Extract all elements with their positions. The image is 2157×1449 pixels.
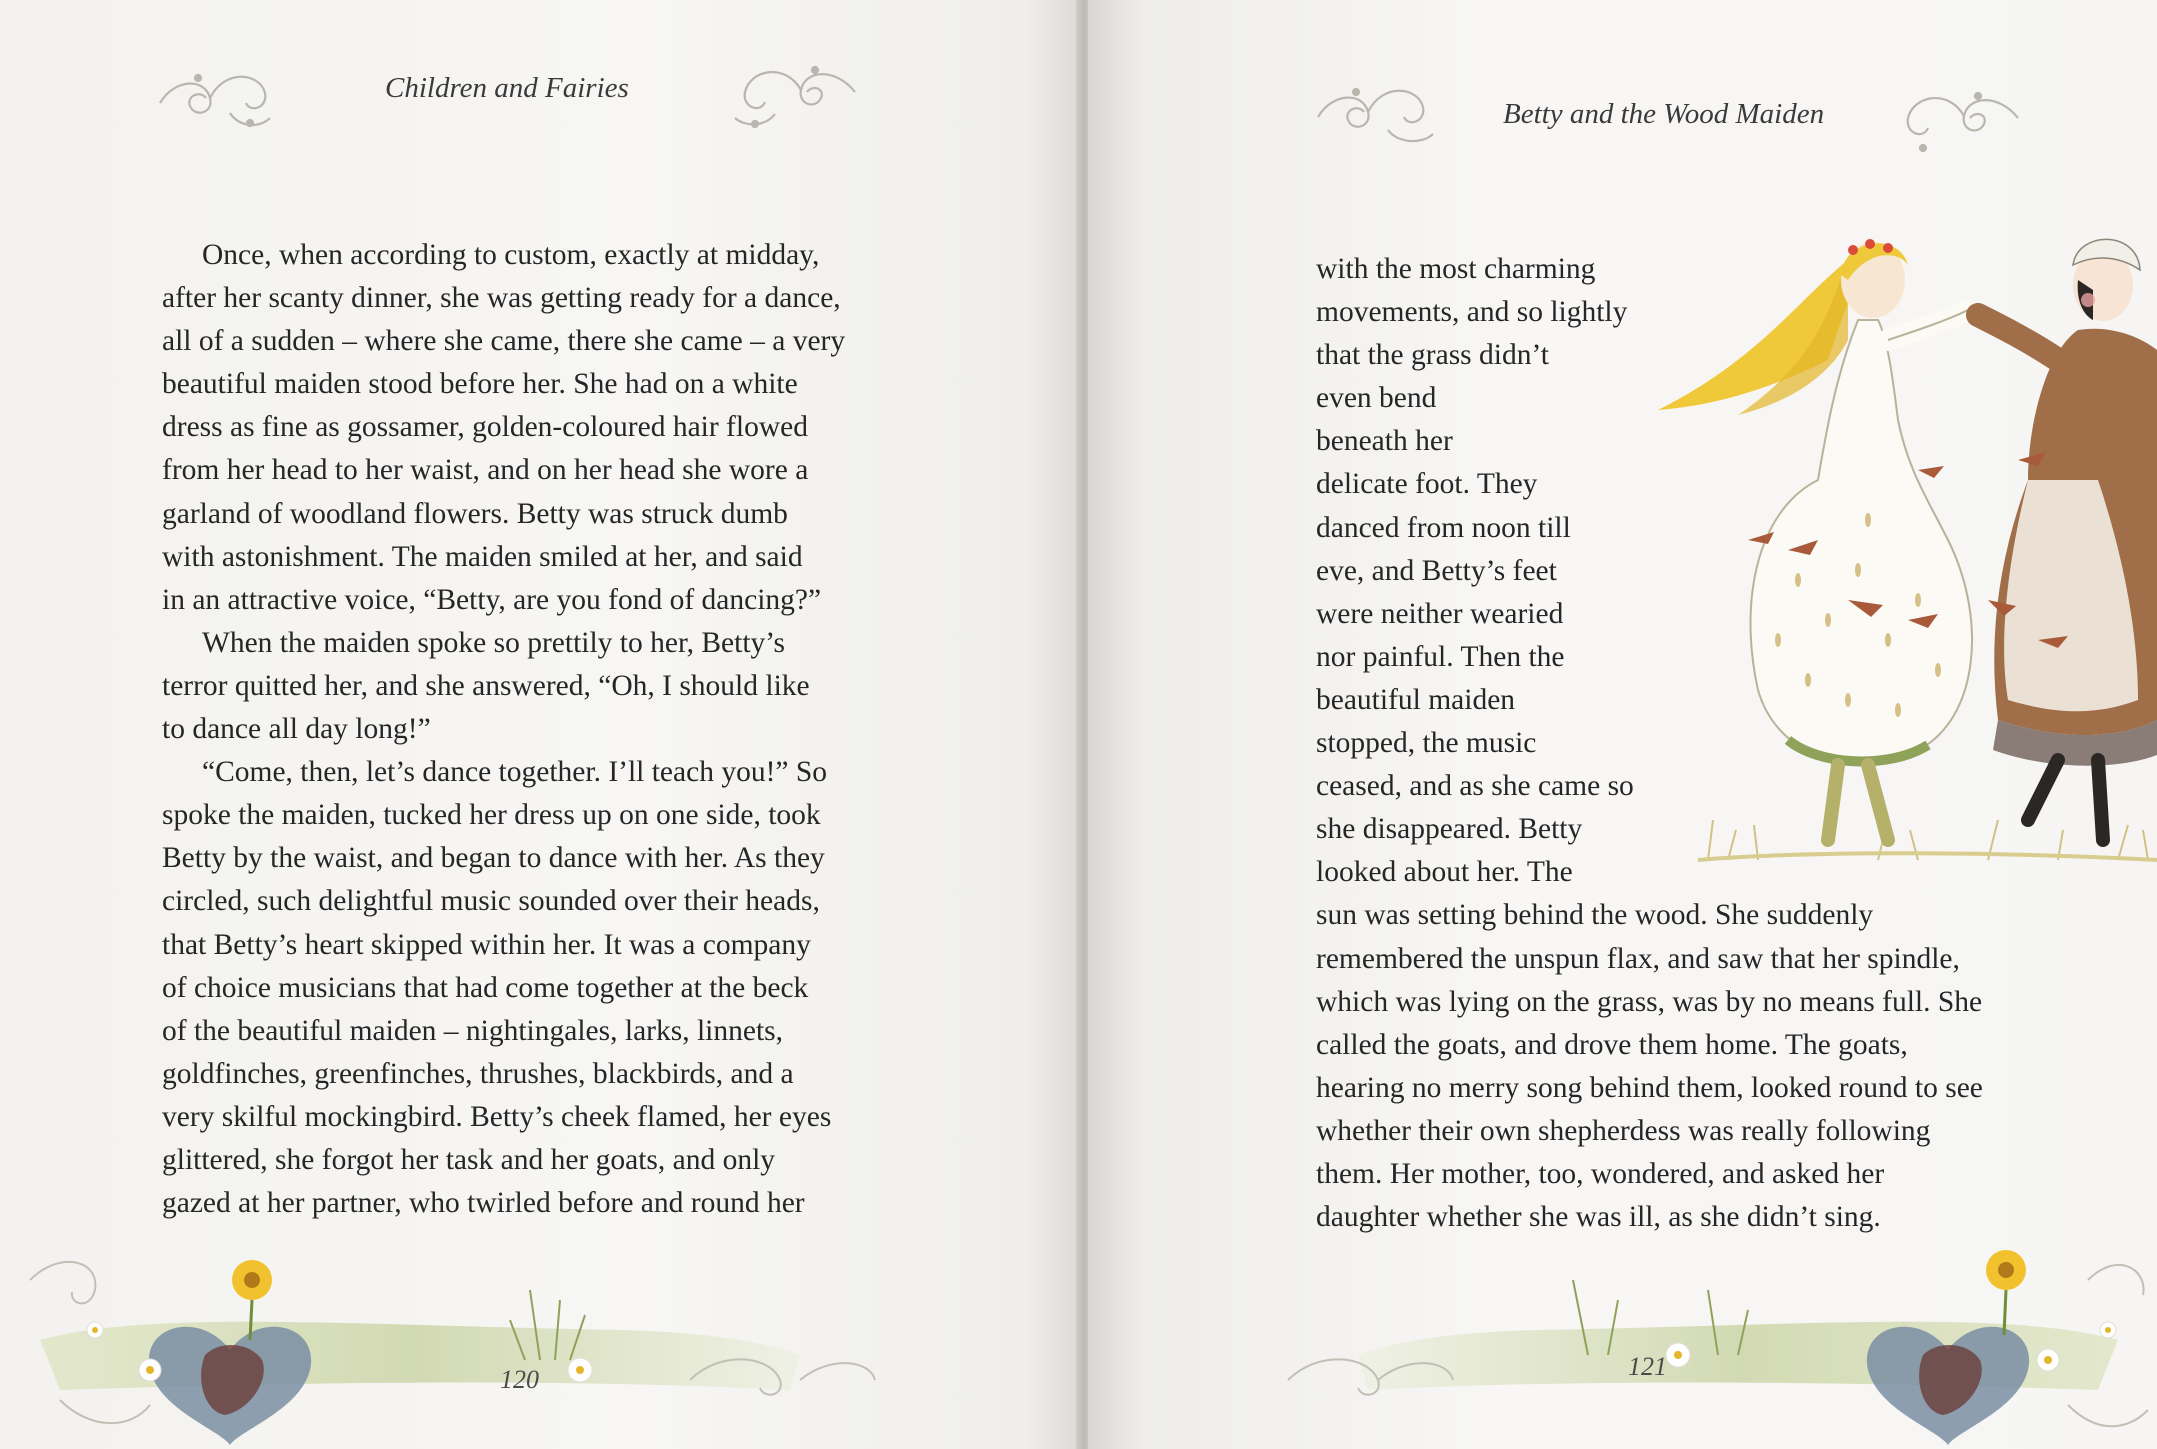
text-line: even bend xyxy=(1316,382,1437,415)
text-line: daughter whether she was ill, as she didn’t sing. xyxy=(1316,1201,1881,1234)
text-line: which was lying on the grass, was by no means full. She xyxy=(1316,985,1983,1018)
text-line: looked about her. The xyxy=(1316,856,1573,889)
text-line: with the most charming xyxy=(1316,253,1596,285)
running-head-right: Betty and the Wood Maiden xyxy=(1503,98,1825,130)
text-line: Betty by the waist, and began to dance with her. As they xyxy=(162,842,825,875)
text-line: were neither wearied xyxy=(1316,597,1564,630)
text-line: of the beautiful maiden – nightingales, larks, linnets, xyxy=(162,1014,783,1047)
dancing-girls-illustration xyxy=(1558,220,2157,870)
text-line: dress as fine as gossamer, golden-coloured hair flowed xyxy=(162,411,808,444)
header-swirl-left-icon xyxy=(150,58,290,138)
text-line: delicate foot. They xyxy=(1316,468,1538,501)
right-page xyxy=(1088,0,2157,1449)
header-swirl-right-icon xyxy=(715,52,865,137)
text-line: spoke the maiden, tucked her dress up on one side, took xyxy=(162,799,821,832)
text-line: Once, when according to custom, exactly at midday, xyxy=(202,239,820,271)
text-line: hearing no merry song behind them, looked round to see xyxy=(1316,1071,1983,1104)
text-line: danced from noon till xyxy=(1316,511,1571,544)
text-line: called the goats, and drove them home. The goats, xyxy=(1316,1028,1908,1061)
header-swirl-right-icon xyxy=(1888,78,2028,163)
text-line: sun was setting behind the wood. She suddenly xyxy=(1316,899,1874,932)
text-line: circled, such delightful music sounded over their heads, xyxy=(162,885,820,918)
left-page-text xyxy=(162,234,845,1225)
text-line: after her scanty dinner, she was getting ready for a dance, xyxy=(162,282,841,315)
text-line: very skilful mockingbird. Betty’s cheek flamed, her eyes xyxy=(162,1100,832,1133)
text-line: When the maiden spoke so prettily to her, Betty’s xyxy=(202,626,785,659)
text-line: of choice musicians that had come together at the beck xyxy=(162,971,809,1004)
text-line: to dance all day long!” xyxy=(162,713,431,746)
text-line: beautiful maiden xyxy=(1316,683,1516,716)
text-line: ceased, and as she came so xyxy=(1316,770,1634,803)
text-line: that Betty’s heart skipped within her. It was a company xyxy=(162,928,811,961)
text-line: beneath her xyxy=(1316,425,1453,458)
running-head-left: Children and Fairies xyxy=(385,72,629,104)
text-line: stopped, the music xyxy=(1316,727,1537,760)
text-line: terror quitted her, and she answered, “Oh, I should like xyxy=(162,669,810,702)
text-line: nor painful. Then the xyxy=(1316,640,1565,673)
text-line: with astonishment. The maiden smiled at her, and said xyxy=(162,540,803,573)
text-line: “Come, then, let’s dance together. I’ll teach you!” So xyxy=(202,756,828,789)
footer-meadow-right-icon xyxy=(1268,1230,2157,1449)
text-line: garland of woodland flowers. Betty was struck dumb xyxy=(162,497,788,530)
text-line: remembered the unspun flax, and saw that her spindle, xyxy=(1316,942,1960,975)
text-line: movements, and so lightly xyxy=(1316,296,1628,329)
text-line: gazed at her partner, who twirled before and round her xyxy=(162,1187,805,1220)
text-line: eve, and Betty’s feet xyxy=(1316,554,1557,587)
text-line: goldfinches, greenfinches, thrushes, blackbirds, and a xyxy=(162,1057,794,1090)
text-line: from her head to her waist, and on her head she wore a xyxy=(162,454,809,487)
text-line: beautiful maiden stood before her. She had on a white xyxy=(162,368,798,401)
text-line: all of a sudden – where she came, there she came – a very xyxy=(162,325,846,358)
text-line: them. Her mother, too, wondered, and asked her xyxy=(1316,1157,1885,1190)
text-line: glittered, she forgot her task and her goats, and only xyxy=(162,1143,776,1176)
footer-meadow-left-icon xyxy=(0,1230,900,1449)
text-line: whether their own shepherdess was really following xyxy=(1316,1114,1931,1147)
header-swirl-left-icon xyxy=(1308,72,1458,157)
page-number-left: 120 xyxy=(500,1365,539,1394)
text-line: she disappeared. Betty xyxy=(1316,813,1583,846)
text-line: in an attractive voice, “Betty, are you fond of dancing?” xyxy=(162,583,822,616)
text-line: that the grass didn’t xyxy=(1316,339,1549,372)
page-number-right: 121 xyxy=(1628,1352,1667,1381)
